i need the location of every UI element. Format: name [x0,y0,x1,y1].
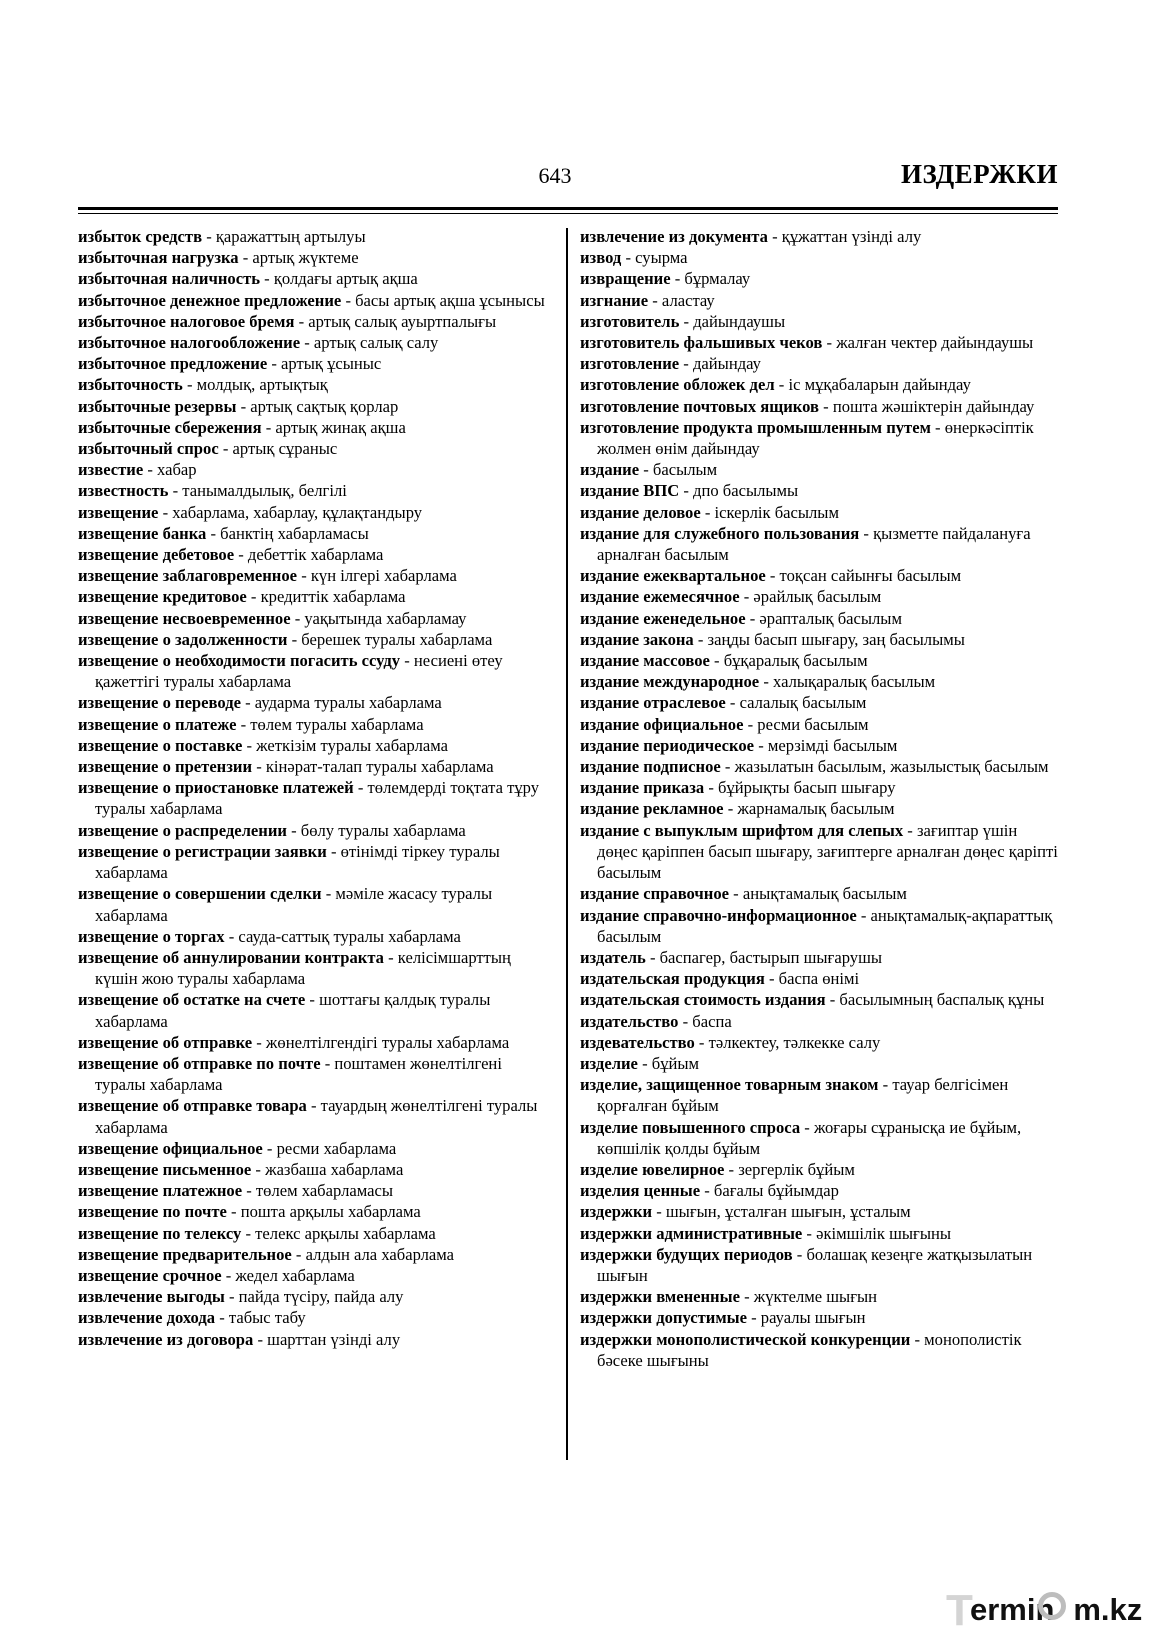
dictionary-entry [78,883,554,925]
dictionary-entry [78,438,554,459]
entry-definition: - зағиптар үшін дөңес қаріппен басып шығару, зағиптерге арналған дөңес қаріпті басылым [597,820,1058,883]
dictionary-entry [580,1307,1058,1328]
entry-term: издание официальное [580,714,744,734]
dictionary-entry [580,756,1058,777]
dictionary-entry [78,989,554,1031]
entry-term: издание ежемесячное [580,587,740,607]
entry-term: издательская продукция [580,969,765,989]
watermark-text: ermin m.kz [970,1592,1143,1627]
entry-definition: - жазылатын басылым, жазылыстық басылым [720,757,1049,777]
dictionary-entry [580,671,1058,692]
dictionary-entry [580,968,1058,989]
entry-term: извещение письменное [78,1159,252,1179]
dictionary-entry [580,1201,1058,1222]
entry-definition: - аударма туралы хабарлама [240,693,442,713]
entry-term: изготовление обложек дел [580,375,775,395]
entry-definition: - банктің хабарламасы [206,523,369,543]
entry-term: извещение о необходимости погасить ссуду [78,651,401,671]
entry-definition: - басы артық ақша ұсынысы [341,290,545,310]
dictionary-entry [78,1265,554,1286]
entry-term: извещение о совершении сделки [78,884,322,904]
entry-term: издевательство [580,1032,695,1052]
entry-term: изделие, защищенное товарным знаком [580,1075,879,1095]
dictionary-entry [580,396,1058,417]
entry-term: извлечение выгоды [78,1287,225,1307]
dictionary-entry [78,1286,554,1307]
dictionary-entry [78,820,554,841]
entry-definition: - тауардың жөнелтілгені туралы хабарлама [95,1096,538,1137]
entry-term: издание периодическое [580,735,755,755]
dictionary-entry [580,1329,1058,1371]
entry-term: извещение об отправке товара [78,1096,307,1116]
header-rule-thin [78,213,1058,214]
entry-term: извлечение дохода [78,1308,216,1328]
left-column [78,226,554,1350]
dictionary-entry [78,311,554,332]
entry-term: издание [580,460,640,480]
entry-definition: - дайындау [679,354,761,374]
entry-definition: - заңды басып шығару, заң басылымы [693,629,965,649]
entry-definition: - шығын, ұсталған шығын, ұсталым [652,1202,911,1222]
entry-definition: - әрайлық басылым [739,587,882,607]
entry-term: извещение платежное [78,1181,243,1201]
entry-definition: - мерзімді басылым [754,735,898,755]
entry-term: избыточный спрос [78,439,219,459]
entry-definition: - тәлкектеу, тәлкекке салу [694,1032,881,1052]
entry-term: извод [580,248,622,268]
dictionary-entry [580,1159,1058,1180]
entry-term: изделия ценные [580,1181,701,1201]
entry-definition: - қызметте пайдалануға арналған басылым [597,523,1031,565]
entry-definition: - дайындаушы [679,311,786,331]
entry-term: издание массовое [580,651,710,671]
entry-term: издержки монополистической конкуренции [580,1329,911,1349]
dictionary-entry [78,523,554,544]
dictionary-entry [580,608,1058,629]
entry-term: извещение [78,502,159,522]
entry-definition: - рауалы шығын [746,1308,866,1328]
entry-definition: - бұйым [637,1053,700,1073]
entry-definition: - төлем туралы хабарлама [236,714,424,734]
entry-definition: - поштамен жөнелтілгені туралы хабарлама [95,1053,502,1095]
dictionary-entry [580,586,1058,607]
entry-term: изготовитель [580,311,680,331]
dictionary-entry [78,756,554,777]
entry-definition: - төлем хабарламасы [242,1181,393,1201]
entry-definition: - алдын ала хабарлама [291,1244,455,1264]
dictionary-entry [78,502,554,523]
entry-term: извещение банка [78,523,207,543]
entry-definition: - хабар [143,460,197,480]
dictionary-entry [580,1286,1058,1307]
entry-term: извлечение из документа [580,227,768,246]
entry-term: извещение дебетовое [78,545,235,565]
dictionary-entry [78,565,554,586]
entry-definition: - салалық басылым [725,693,867,713]
entry-definition: - тоқсан сайынғы басылым [765,566,962,586]
dictionary-entry [78,1053,554,1095]
dictionary-entry [580,883,1058,904]
entry-definition: - өнеркәсіптік жолмен өнім дайындау [597,417,1034,459]
dictionary-entry [580,1244,1058,1286]
entry-definition: - артық жинақ ақша [261,417,406,437]
dictionary-entry [580,989,1058,1010]
entry-term: изделие [580,1053,638,1073]
entry-term: извещение официальное [78,1138,263,1158]
entry-term: избыточные сбережения [78,417,262,437]
entry-definition: - артық сақтық қорлар [236,396,399,416]
dictionary-entry [580,777,1058,798]
entry-term: издание рекламное [580,799,724,819]
entry-definition: - құжаттан үзінді алу [767,227,922,246]
dictionary-entry [580,502,1058,523]
entry-term: издательская стоимость издания [580,990,826,1010]
entry-term: издание международное [580,672,760,692]
entry-definition: - хабарлама, хабарлау, құлақтандыру [158,502,423,522]
dictionary-entry [580,523,1058,565]
dictionary-entry [78,777,554,819]
watermark-logo [946,1584,1152,1634]
entry-definition: - берешек туралы хабарлама [287,629,493,649]
dictionary-entry [580,268,1058,289]
entry-term: извещение о распределении [78,820,287,840]
entry-term: извещение о задолженности [78,629,288,649]
entry-term: издержки [580,1202,653,1222]
dictionary-entry [78,396,554,417]
entry-term: известие [78,460,144,480]
dictionary-entry [580,629,1058,650]
dictionary-entry [580,1011,1058,1032]
entry-definition: - жедел хабарлама [221,1265,355,1285]
entry-term: извращение [580,269,671,289]
entry-term: извещение заблаговременное [78,566,298,586]
dictionary-entry [78,1032,554,1053]
entry-term: избыточное денежное предложение [78,290,342,310]
entry-term: избыточное налогообложение [78,333,301,353]
dictionary-entry [580,459,1058,480]
dictionary-entry [78,417,554,438]
dictionary-entry [78,226,554,247]
entry-term: изготовление [580,354,680,374]
dictionary-entry [78,544,554,565]
dictionary-entry [580,1223,1058,1244]
entry-term: извещение о поставке [78,735,243,755]
dictionary-entry [580,311,1058,332]
entry-definition: - бөлу туралы хабарлама [286,820,466,840]
entry-definition: - пошта жәшіктерін дайындау [819,396,1035,416]
entry-term: избыточное налоговое бремя [78,311,295,331]
dictionary-entry [78,1180,554,1201]
entry-definition: - артық салық ауыртпалығы [294,311,497,331]
entry-term: изделие повышенного спроса [580,1117,801,1137]
entry-definition: - тауар белгісімен қорғалған бұйым [597,1075,1009,1116]
entry-term: изделие ювелирное [580,1159,725,1179]
entry-term: издание ВПС [580,481,680,501]
entry-definition: - бұқаралық басылым [709,651,868,671]
entry-definition: - қолдағы артық ақша [260,269,418,289]
entry-definition: - баспагер, бастырып шығарушы [645,947,883,967]
dictionary-entry [78,1329,554,1350]
entry-term: извещение об отправке [78,1032,253,1052]
entry-term: извещение предварительное [78,1244,292,1264]
entry-term: издание справочное [580,884,730,904]
entry-definition: - күн ілгері хабарлама [297,566,457,586]
dictionary-entry [580,947,1058,968]
entry-definition: - молдық, артықтық [182,375,328,395]
dictionary-entry [78,353,554,374]
dictionary-entry [78,1138,554,1159]
entry-definition: - жоғары сұранысқа ие бұйым, көпшілік қолды бұйым [597,1117,1022,1158]
dictionary-entry [580,565,1058,586]
entry-term: извещение об аннулировании контракта [78,947,384,967]
entry-term: издержки вмененные [580,1287,740,1307]
entry-definition: - кредиттік хабарлама [246,587,406,607]
entry-term: издержки административные [580,1223,803,1243]
entry-term: издание ежеквартальное [580,566,766,586]
entry-definition: - баспа өнімі [764,969,860,989]
right-column [580,226,1058,1371]
running-header-word: ИЗДЕРЖКИ [900,159,1058,189]
dictionary-entry [78,1201,554,1222]
entry-term: извещение по телексу [78,1223,242,1243]
dictionary-entry [580,1032,1058,1053]
entry-definition: - аластау [648,290,715,310]
entry-definition: - табыс табу [215,1308,306,1328]
dictionary-entry [78,947,554,989]
entry-definition: - келісімшарттың күшін жою туралы хабарлама [95,947,511,989]
entry-term: избыточное предложение [78,354,268,374]
dictionary-entry [78,692,554,713]
header-rule-thick [78,207,1058,210]
entry-term: издание для служебного пользования [580,523,860,543]
dictionary-entry [78,1095,554,1137]
entry-definition: - жарнамалық басылым [723,799,895,819]
entry-term: избыток средств [78,227,203,246]
dictionary-entry [580,353,1058,374]
dictionary-entry [78,650,554,692]
entry-definition: - кінәрат-талап туралы хабарлама [252,757,494,777]
entry-term: избыточная нагрузка [78,248,239,268]
entry-term: извещение о претензии [78,757,253,777]
entry-definition: - суырма [621,248,688,268]
dictionary-entry [580,417,1058,459]
entry-term: извещение несвоевременное [78,608,291,628]
entry-definition: - жазбаша хабарлама [251,1159,404,1179]
dictionary-entry [580,1053,1058,1074]
watermark-circle-icon [1038,1592,1066,1620]
entry-definition: - қаражаттың артылуы [202,227,366,246]
column-divider [566,228,568,1460]
watermark-t-glyph: T [946,1586,973,1635]
entry-term: известность [78,481,169,501]
entry-term: извещение о переводе [78,693,241,713]
dictionary-entry [78,247,554,268]
entry-definition: - жеткізім туралы хабарлама [242,735,448,755]
entry-definition: - болашақ кезеңге жатқызылатын шығын [597,1244,1033,1285]
entry-definition: - пайда түсіру, пайда алу [224,1287,404,1307]
dictionary-entry [78,1307,554,1328]
entry-definition: - халықаралық басылым [759,672,936,692]
entry-definition: - монополистік бәсеке шығыны [597,1329,1022,1370]
entry-definition: - артық жүктеме [238,248,359,268]
entry-definition: - танымалдылық, белгілі [168,481,347,501]
dictionary-entry [580,798,1058,819]
dictionary-entry [78,268,554,289]
dictionary-entry [78,1244,554,1265]
entry-definition: - басылымның баспалық құны [825,990,1045,1010]
dictionary-entry [78,459,554,480]
entry-term: издержки будущих периодов [580,1244,793,1264]
dictionary-entry [580,247,1058,268]
entry-term: издатель [580,947,646,967]
dictionary-entry [78,586,554,607]
entry-definition: - несиені өтеу қажеттігі туралы хабарлама [95,651,503,692]
dictionary-entry [78,374,554,395]
entry-term: извещение срочное [78,1265,222,1285]
entry-term: издание подписное [580,757,721,777]
entry-term: издание деловое [580,502,701,522]
dictionary-entry [78,926,554,947]
entry-definition: - ресми хабарлама [262,1138,397,1158]
dictionary-entry [78,290,554,311]
entry-term: издержки допустимые [580,1308,747,1328]
entry-definition: - бұрмалау [670,269,751,289]
dictionary-entry [580,1074,1058,1116]
entry-term: издание справочно-информационное [580,905,857,925]
entry-definition: - артық сұраныс [218,439,338,459]
dictionary-entry [78,735,554,756]
dictionary-entry [580,226,1058,247]
dictionary-entry [78,608,554,629]
entry-definition: - анықтамалық басылым [729,884,907,904]
dictionary-entry [580,905,1058,947]
dictionary-entry [78,332,554,353]
entry-definition: - басылым [639,460,718,480]
entry-term: избыточные резервы [78,396,237,416]
dictionary-entry [78,1223,554,1244]
entry-term: изготовление продукта промышленным путем [580,417,931,437]
entry-definition: - артық салық салу [300,333,439,353]
entry-term: извещение об остатке на счете [78,990,306,1010]
entry-definition: - дебеттік хабарлама [234,545,384,565]
entry-definition: - баспа [678,1011,732,1031]
dictionary-entry [580,480,1058,501]
dictionary-entry [78,714,554,735]
entry-definition: - іс мұқабаларын дайындау [774,375,971,395]
entry-term: извещение о торгах [78,926,225,946]
entry-term: изготовление почтовых ящиков [580,396,819,416]
entry-term: изгнание [580,290,649,310]
entry-term: извещение о приостановке платежей [78,778,354,798]
page-number: 643 [538,163,572,188]
entry-term: извещение по почте [78,1202,227,1222]
dictionary-entry [580,290,1058,311]
entry-term: извещение кредитовое [78,587,247,607]
entry-term: изготовитель фальшивых чеков [580,333,823,353]
entry-term: издание отраслевое [580,693,726,713]
entry-term: избыточная наличность [78,269,261,289]
entry-term: извещение о регистрации заявки [78,841,327,861]
dictionary-entry [78,1159,554,1180]
entry-definition: - шарттан үзінді алу [253,1329,401,1349]
entry-definition: - бағалы бұйымдар [700,1181,839,1201]
entry-definition: - шоттағы қалдық туралы хабарлама [95,990,491,1031]
entry-definition: - дпо басылымы [679,481,799,501]
dictionary-entry [580,820,1058,884]
entry-definition: - сауда-саттық туралы хабарлама [224,926,461,946]
dictionary-entry [78,480,554,501]
entry-term: извещение об отправке по почте [78,1053,321,1073]
entry-definition: - уақытында хабарламау [290,608,467,628]
entry-term: извещение о платеже [78,714,237,734]
entry-definition: - зергерлік бұйым [724,1159,855,1179]
entry-term: издательство [580,1011,679,1031]
entry-term: избыточность [78,375,183,395]
entry-definition: - бұйрықты басып шығару [704,778,896,798]
entry-definition: - жүктелме шығын [739,1287,878,1307]
dictionary-entry [580,332,1058,353]
dictionary-entry [580,1180,1058,1201]
entry-definition: - өтінімді тіркеу туралы хабарлама [95,841,500,883]
entry-definition: - артық ұсыныс [267,354,382,374]
entry-definition: - телекс арқылы хабарлама [241,1223,436,1243]
entry-definition: - жөнелтілгендігі туралы хабарлама [252,1032,510,1052]
entry-definition: - анықтамалық-ақпараттық басылым [597,905,1053,946]
dictionary-entry [580,650,1058,671]
dictionary-entry [78,629,554,650]
entry-definition: - пошта арқылы хабарлама [226,1202,421,1222]
entry-term: издание с выпуклым шрифтом для слепых [580,820,904,840]
entry-term: издание закона [580,629,694,649]
entry-term: извлечение из договора [78,1329,254,1349]
dictionary-entry [580,735,1058,756]
entry-definition: - әкімшілік шығыны [802,1223,952,1243]
dictionary-entry [580,692,1058,713]
dictionary-entry [78,841,554,883]
entry-definition: - ресми басылым [743,714,869,734]
dictionary-entry [580,1117,1058,1159]
entry-definition: - іскерлік басылым [700,502,839,522]
dictionary-entry [580,374,1058,395]
entry-definition: - мәміле жасасу туралы хабарлама [95,884,493,925]
entry-definition: - әрапталық басылым [745,608,902,628]
entry-term: издание приказа [580,778,705,798]
entry-term: издание еженедельное [580,608,746,628]
entry-definition: - төлемдерді тоқтата тұру туралы хабарлама [95,778,540,819]
entry-definition: - жалған чектер дайындаушы [822,333,1034,353]
dictionary-entry [580,714,1058,735]
